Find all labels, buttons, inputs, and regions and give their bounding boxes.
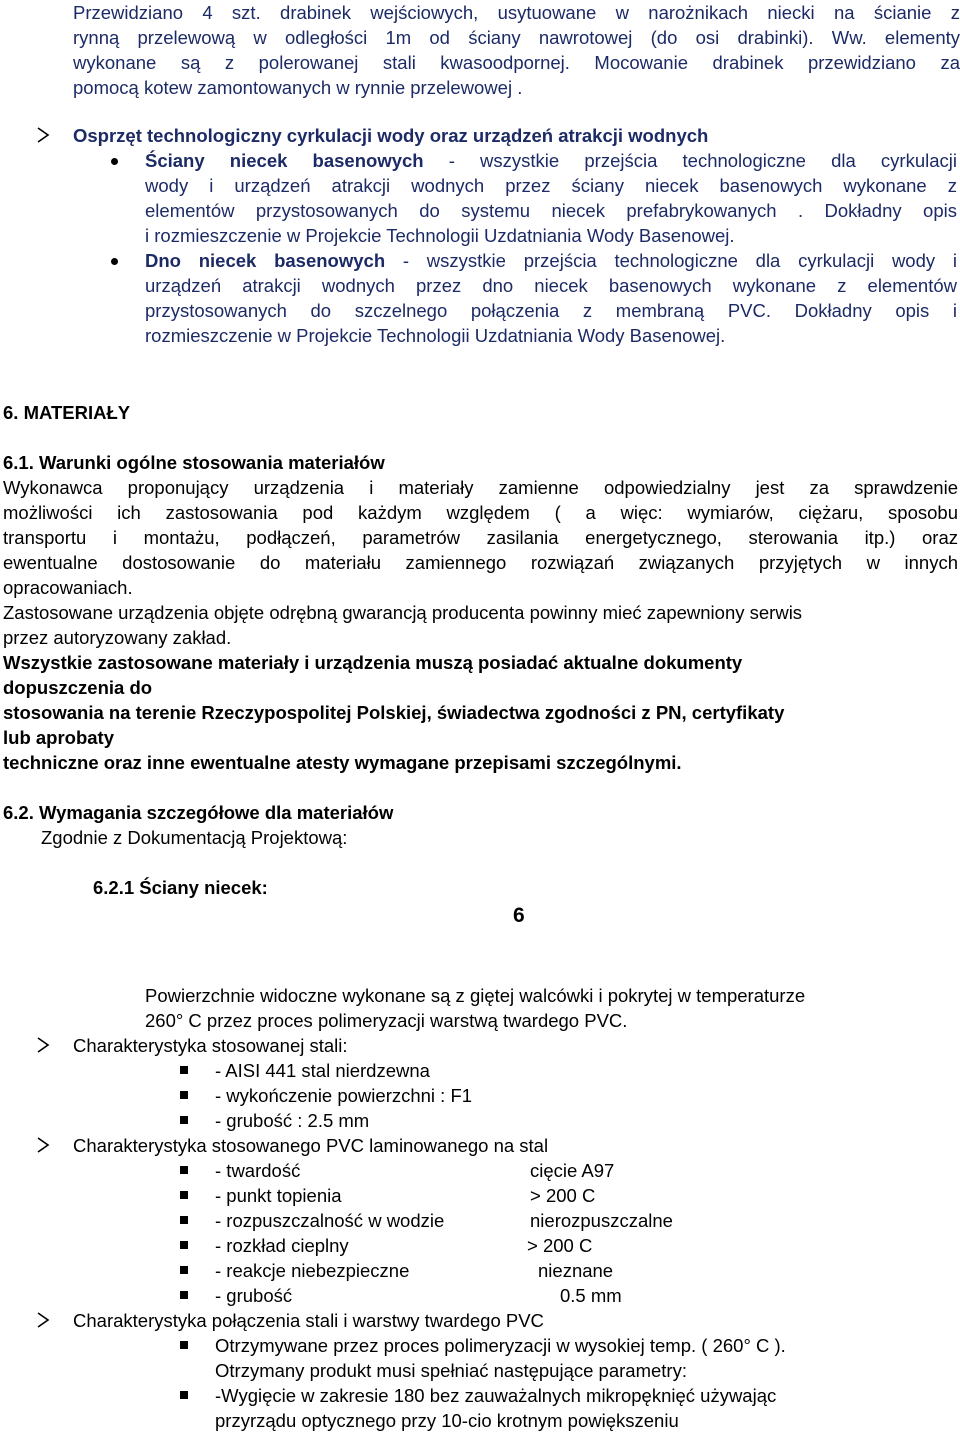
square-bullet-icon [180,1391,188,1399]
arrow-bullet-icon [36,1037,54,1057]
section-6-1-para2 [3,600,958,650]
bold-line: techniczne oraz inne ewentualne atesty wymagane przepisami szczególnymi. [3,752,682,773]
connection-row: Otrzymywane przez proces polimeryzacji w wysokiej temp. ( 260° C ). [215,1335,786,1356]
item-lead: Dno niecek basenowych [145,250,386,271]
item-text: wody i urządzeń atrakcji wodnych przez ściany niecek basenowych wykonane z [145,175,957,196]
para-line: ewentualne dostosowanie do materiału zamiennego rozwiązań związanych przyjętych w innych [3,552,958,573]
connection-row: -Wygięcie w zakresie 180 bez zauważalnych mikropęknięć używając [215,1385,777,1406]
section-6-2-1-heading: 6.2.1 Ściany niecek: [93,877,268,898]
osprzet-item-floor [145,248,957,348]
round-bullet-icon [111,258,118,265]
intro-line: rynną przelewową w odległości 1m od ściany nawrotowej (do osi drabinki). Ww. elementy [73,27,960,48]
square-bullet-icon [180,1266,188,1274]
para-line: przez autoryzowany zakład. [3,627,232,648]
section-6-2-sub: Zgodnie z Dokumentacją Projektową: [41,827,348,848]
item-text: - wszystkie przejścia technologiczne dla cyrkulacji wody i [385,250,958,271]
arrow-bullet-icon [36,127,54,147]
pvc-row-label: - twardość [215,1160,301,1181]
osprzet-heading: Osprzęt technologiczny cyrkulacji wody oraz urządzeń atrakcji wodnych [73,125,709,146]
bold-line: Wszystkie zastosowane materiały i urządzenia muszą posiadać aktualne dokumenty [3,652,743,673]
pvc-row-value: > 200 C [530,1185,596,1206]
connection-row-cont: przyrządu optycznego przy 10-cio krotnym powiększeniu [215,1410,679,1431]
page-number: 6 [513,904,525,927]
item-text: - wszystkie przejścia technologiczne dla cyrkulacji [423,150,957,171]
connection-row-cont: Otrzymany produkt musi spełniać następujące parametry: [215,1360,687,1381]
item-text: i rozmieszczenie w Projekcie Technologii Uzdatniania Wody Basenowej. [145,225,735,246]
para-line: opracowaniach. [3,577,133,598]
square-bullet-icon [180,1341,188,1349]
para-line: Zastosowane urządzenia objęte odrębną gwarancją producenta powinny mieć zapewniony serwis [3,602,803,623]
para-line: 260° C przez proces polimeryzacji warstwą twardego PVC. [145,1010,628,1031]
bold-line: lub aprobaty [3,727,115,748]
bold-line: stosowania na terenie Rzeczypospolitej Polskiej, świadectwa zgodności z PN, certyfikaty [3,702,785,723]
group-row: - grubość : 2.5 mm [215,1110,370,1131]
group-row: - AISI 441 stal nierdzewna [215,1060,430,1081]
pvc-row-label: - rozkład cieplny [215,1235,349,1256]
intro-line: wykonane są z polerowanej stali kwasoodpornej. Mocowanie drabinek przewidziano za [73,52,960,73]
item-text: elementów przystosowanych do systemu niecek prefabrykowanych . Dokładny opis [145,200,957,221]
square-bullet-icon [180,1091,188,1099]
item-text: urządzeń atrakcji wodnych przez dno niecek basenowych wykonane z elementów [145,275,957,296]
square-bullet-icon [180,1216,188,1224]
item-text: przystosowanych do szczelnego połączenia z membraną PVC. Dokładny opis i [145,300,957,321]
para-line: możliwości ich zastosowania pod każdym względem ( a więc: wymiarów, ciężaru, sposobu [3,502,958,523]
item-lead: Ściany niecek basenowych [145,150,424,171]
item-text: rozmieszczenie w Projekcie Technologii Uzdatniania Wody Basenowej. [145,325,726,346]
section-6-1-bold-note [3,650,958,775]
pvc-row-label: - reakcje niebezpieczne [215,1260,410,1281]
para-line: Powierzchnie widoczne wykonane są z giętej walcówki i pokrytej w temperaturze [145,985,806,1006]
square-bullet-icon [180,1241,188,1249]
round-bullet-icon [111,158,118,165]
pvc-row-label: - punkt topienia [215,1185,342,1206]
square-bullet-icon [180,1166,188,1174]
square-bullet-icon [180,1291,188,1299]
section-6-1-para1 [3,475,958,600]
osprzet-item-walls [145,148,957,248]
para-line: Wykonawca proponujący urządzenia i materiały zamienne odpowiedzialny jest za sprawdzenie [3,477,958,498]
pvc-row-label: - grubość [215,1285,293,1306]
group-title-steel: Charakterystyka stosowanej stali: [73,1035,348,1056]
group-row: - wykończenie powierzchni : F1 [215,1085,473,1106]
arrow-bullet-icon [36,1312,54,1332]
group-title-connection: Charakterystyka połączenia stali i warstwy twardego PVC [73,1310,544,1331]
pvc-row-value: nierozpuszczalne [530,1210,673,1231]
square-bullet-icon [180,1066,188,1074]
bold-line: dopuszczenia do [3,677,153,698]
group-title-pvc: Charakterystyka stosowanego PVC laminowanego na stal [73,1135,549,1156]
square-bullet-icon [180,1116,188,1124]
square-bullet-icon [180,1191,188,1199]
pvc-row-value: 0.5 mm [560,1285,622,1306]
section-6-2-heading: 6.2. Wymagania szczegółowe dla materiałów [3,802,394,823]
section-6-heading: 6. MATERIAŁY [3,402,131,423]
section-6-1-heading: 6.1. Warunki ogólne stosowania materiałów [3,452,385,473]
section-6-2-1-para [145,983,925,1033]
arrow-bullet-icon [36,1137,54,1157]
pvc-row-value: cięcie A97 [530,1160,615,1181]
intro-line: Przewidziano 4 szt. drabinek wejściowych, usytuowane w narożnikach niecki na ścianie z [73,2,960,23]
intro-line: pomocą kotew zamontowanych w rynnie przelewowej . [73,77,523,98]
pvc-row-value: > 200 C [527,1235,593,1256]
intro-paragraph [73,0,960,100]
para-line: transportu i montażu, podłączeń, parametrów zasilania energetycznego, sterowania itp.) oraz [3,527,958,548]
pvc-row-label: - rozpuszczalność w wodzie [215,1210,445,1231]
pvc-row-value: nieznane [538,1260,614,1281]
